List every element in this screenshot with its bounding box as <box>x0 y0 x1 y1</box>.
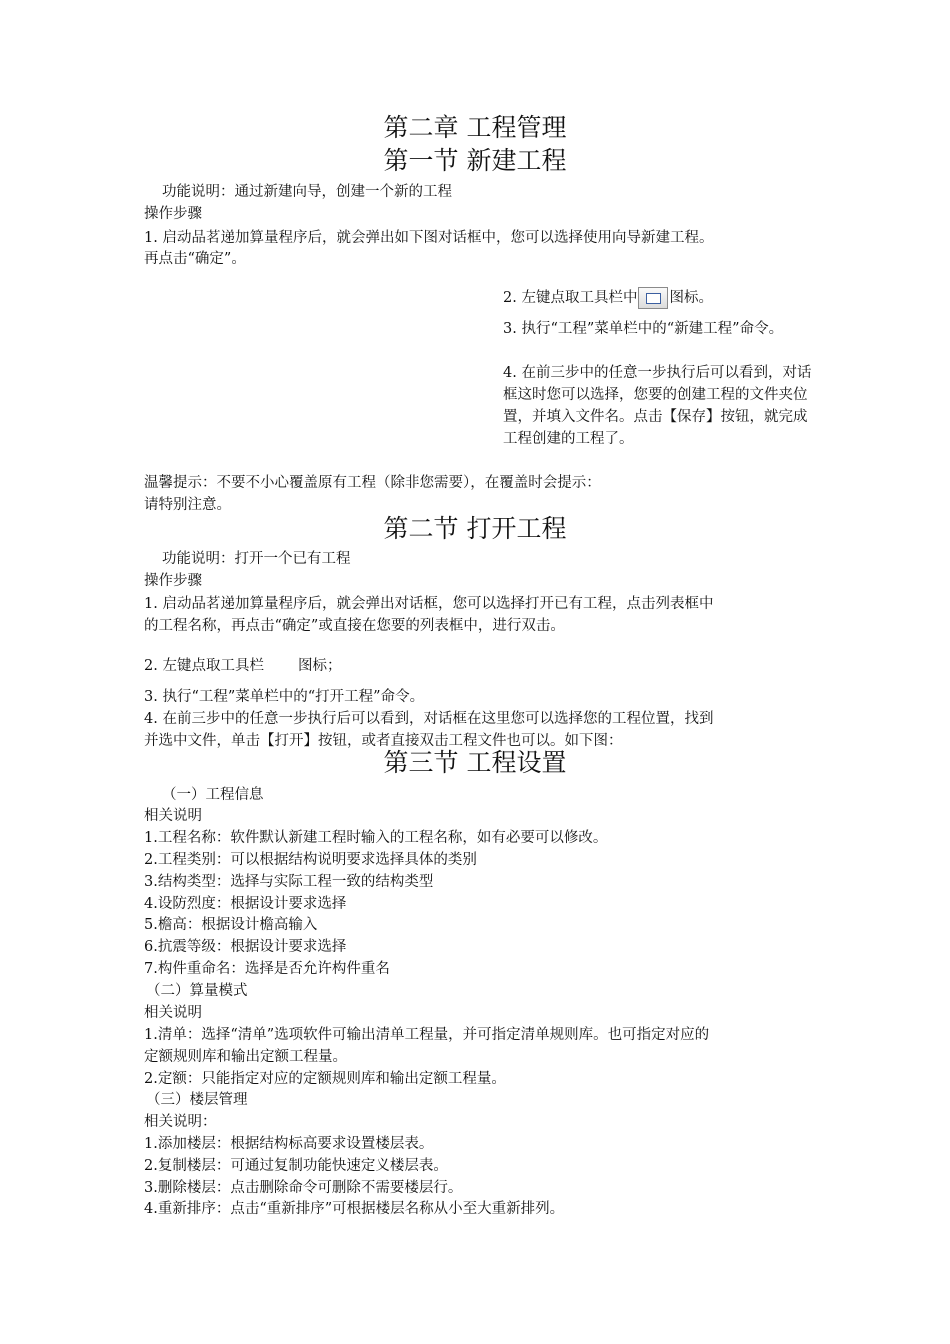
section2-step4-line1: 4. 在前三步中的任意一步执行后可以看到，对话框在这里您可以选择您的工程位置，找到 <box>144 711 714 727</box>
chapter-title: 第二章 工程管理 <box>383 113 567 142</box>
section2-step2-prefix: 2. 左键点取工具栏 <box>144 658 264 674</box>
section2-step4-line2: 并选中文件，单击【打开】按钮，或者直接双击工程文件也可以。如下图： <box>144 733 623 749</box>
new-project-icon <box>638 287 668 309</box>
section2-step1-line1: 1. 启动品茗递加算量程序后，就会弹出对话框，您可以选择打开已有工程，点击列表框中 <box>144 596 714 612</box>
section3-sub1-related: 相关说明 <box>144 808 202 824</box>
list-item: 4.设防烈度：根据设计要求选择 <box>144 896 347 912</box>
section3-sub2-item1-line2: 定额规则库和输出定额工程量。 <box>144 1049 347 1065</box>
section2-step2 <box>144 655 341 677</box>
section2-title: 第二节 打开工程 <box>383 514 567 543</box>
section1-step1-line2: 再点击“确定”。 <box>144 251 246 267</box>
section2-step2-suffix: 图标； <box>297 658 342 674</box>
section1-step2-prefix: 2. 左键点取工具栏中 <box>503 290 638 306</box>
section1-steps-label: 操作步骤 <box>144 206 202 222</box>
section2-steps-label: 操作步骤 <box>144 573 202 589</box>
section1-step3: 3. 执行“工程”菜单栏中的“新建工程”命令。 <box>503 321 784 337</box>
section3-sub2-item2: 2.定额：只能指定对应的定额规则库和输出定额工程量。 <box>144 1071 506 1087</box>
list-item: 7.构件重命名：选择是否允许构件重名 <box>144 961 390 977</box>
section3-sub1-title: （一）工程信息 <box>162 787 264 803</box>
section1-step4: 4. 在前三步中的任意一步执行后可以看到，对话框这时您可以选择，您要的创建工程的文件夹位置，并填入文件名。点击【保存】按钮，就完成工程创建的工程了。 <box>503 365 812 447</box>
section3-sub3-title: （三）楼层管理 <box>146 1092 248 1108</box>
section2-step1-line2: 的工程名称，再点击“确定”或直接在您要的列表框中，进行双击。 <box>144 618 565 634</box>
section1-step2-suffix: 图标。 <box>669 290 713 306</box>
section2-func-desc: 功能说明：打开一个已有工程 <box>162 551 351 567</box>
section1-tip-line2: 请特别注意。 <box>144 497 231 513</box>
section3-sub2-title: （二）算量模式 <box>146 983 248 999</box>
section3-sub2-item1-line1: 1.清单：选择“清单”选项软件可输出清单工程量，并可指定清单规则库。也可指定对应的 <box>144 1027 710 1043</box>
section1-tip-line1: 温馨提示：不要不小心覆盖原有工程（除非您需要），在覆盖时会提示： <box>144 475 601 491</box>
section1-title: 第一节 新建工程 <box>383 146 567 175</box>
section1-step1-line1: 1. 启动品茗递加算量程序后，就会弹出如下图对话框中，您可以选择使用向导新建工程。 <box>144 230 714 246</box>
list-item: 3.结构类型：选择与实际工程一致的结构类型 <box>144 874 434 890</box>
list-item: 1.工程名称：软件默认新建工程时输入的工程名称，如有必要可以修改。 <box>144 830 608 846</box>
section2-step3: 3. 执行“工程”菜单栏中的“打开工程”命令。 <box>144 689 425 705</box>
list-item: 4.重新排序：点击“重新排序”可根据楼层名称从小至大重新排列。 <box>144 1201 565 1217</box>
section1-func-desc: 功能说明：通过新建向导，创建一个新的工程 <box>162 184 452 200</box>
section3-sub2-related: 相关说明 <box>144 1005 202 1021</box>
section3-sub3-related: 相关说明： <box>144 1114 217 1130</box>
list-item: 6.抗震等级：根据设计要求选择 <box>144 939 347 955</box>
list-item: 5.檐高：根据设计檐高输入 <box>144 917 318 933</box>
list-item: 2.复制楼层：可通过复制功能快速定义楼层表。 <box>144 1158 448 1174</box>
section3-title: 第三节 工程设置 <box>383 748 567 777</box>
list-item: 1.添加楼层：根据结构标高要求设置楼层表。 <box>144 1136 434 1152</box>
list-item: 3.删除楼层：点击删除命令可删除不需要楼层行。 <box>144 1180 463 1196</box>
section1-step2 <box>503 287 713 309</box>
list-item: 2.工程类别：可以根据结构说明要求选择具体的类别 <box>144 852 477 868</box>
